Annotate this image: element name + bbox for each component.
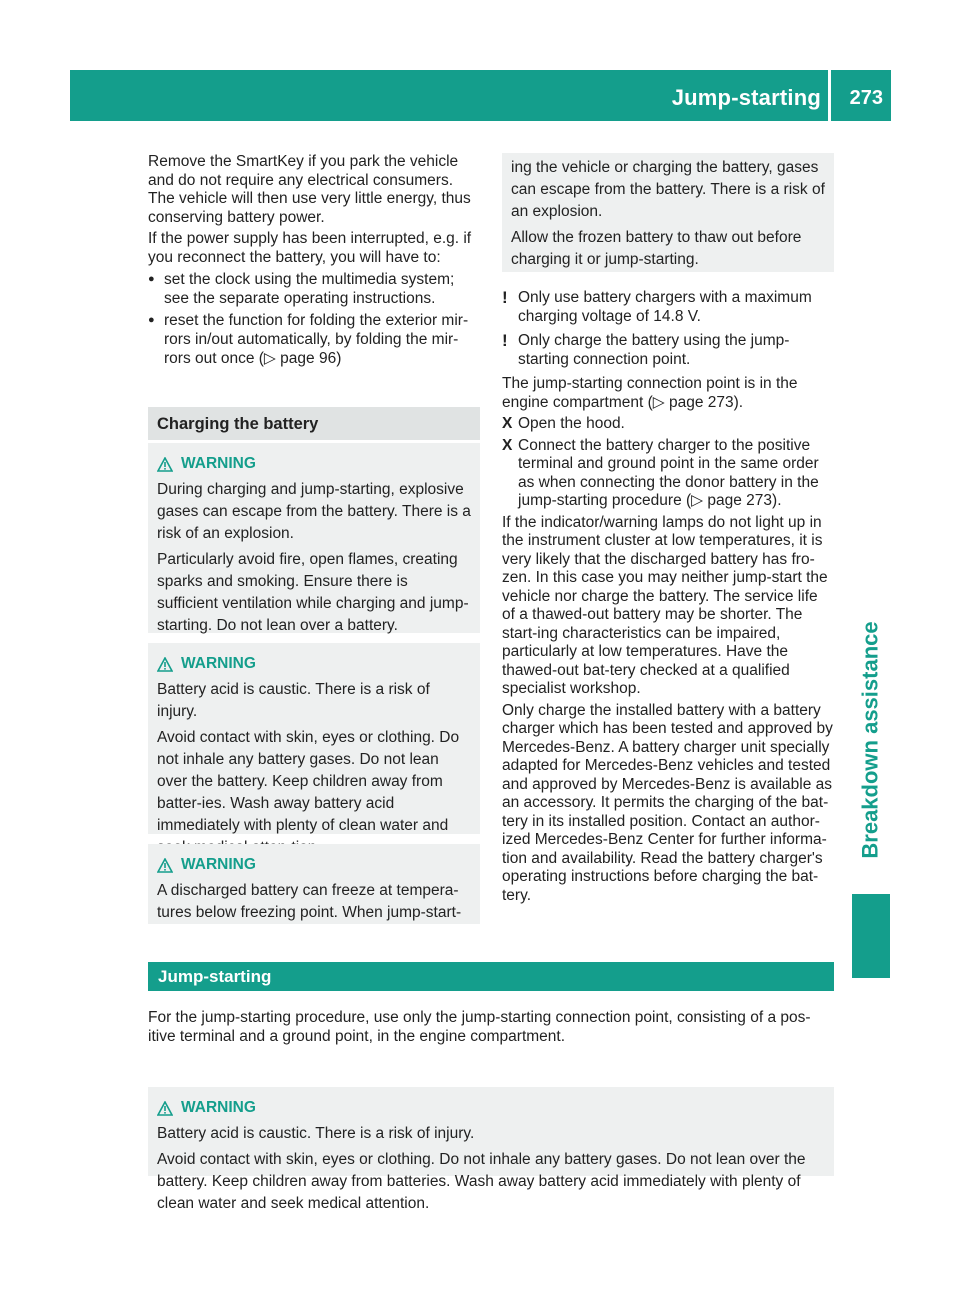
warning-heading: WARNING bbox=[157, 1097, 825, 1119]
warning-triangle-icon bbox=[157, 858, 173, 873]
step-item: X Open the hood. bbox=[502, 415, 625, 432]
list-item: ● reset the function for folding the exterior mir-rors in/out automatically, by folding the mir-rors out once (▷ page 96) bbox=[148, 312, 469, 367]
warning-heading: WARNING bbox=[157, 453, 471, 475]
bullet-icon: ● bbox=[148, 314, 155, 326]
paragraph: Only charge the installed battery with a battery charger which has been tested and approved by Mercedes-Benz. A battery charger unit specially adapted for Mercedes-Benz vehicles and tested and approved by Mercedes-Benz is available as an accessory. It permits the charging of the bat-tery in its installed position. Contact an author-ized Mercedes-Benz Center for further informa-tion and availability. Read the battery charger's operating instructions before charging the bat-tery. bbox=[502, 701, 833, 904]
warning-text: Battery acid is caustic. There is a risk of injury. bbox=[157, 681, 430, 720]
warning-text: During charging and jump-starting, explosive gases can escape from the battery. There is a risk of an explosion. bbox=[157, 481, 471, 542]
right-column bbox=[502, 289, 834, 908]
step-marker-icon: X bbox=[502, 415, 513, 432]
paragraph: If the indicator/warning lamps do not light up in the instrument cluster at low temperatures, it is very likely that the discharged battery has fro-zen. In this case you may neither jump-start the vehicle nor charge the battery. The service life of a thawed-out battery may be shorter. The start-ing characteristics can be impaired, particularly at low temperatures. Have the thawed-out bat-tery checked at a qualified specialist workshop. bbox=[502, 513, 828, 697]
left-column bbox=[148, 153, 480, 371]
note-item: ! Only charge the battery using the jump-starting connection point. bbox=[502, 331, 790, 368]
warning-text: Particularly avoid fire, open flames, creating sparks and smoking. Ensure there is sufficient ventilation while charging and jump-starting. Do not lean over a battery. bbox=[157, 551, 469, 634]
warning-triangle-icon bbox=[157, 657, 173, 672]
note-item: ! Only use battery chargers with a maximum charging voltage of 14.8 V. bbox=[502, 288, 812, 325]
paragraph: Remove the SmartKey if you park the vehicle and do not require any electrical consumers. The vehicle will then use very little energy, thus conserving battery power. bbox=[148, 153, 471, 226]
list-item: ● set the clock using the multimedia system; see the separate operating instructions. bbox=[148, 271, 455, 307]
warning-text: ing the vehicle or charging the battery, gases can escape from the battery. There is a risk of an explosion. bbox=[511, 159, 825, 220]
header-separator bbox=[828, 70, 831, 121]
side-tab-marker bbox=[852, 894, 890, 978]
page-header bbox=[70, 70, 891, 121]
step-item: X Connect the battery charger to the positive terminal and ground point in the same order as when connecting the donor battery in the jump-starting procedure (▷ page 273). bbox=[502, 436, 819, 509]
section-heading-jump-starting: Jump-starting bbox=[148, 962, 834, 991]
paragraph: For the jump-starting procedure, use only the jump-starting connection point, consisting of a pos-itive terminal and a ground point, in the engine compartment. bbox=[148, 1009, 811, 1045]
warning-box bbox=[148, 1087, 834, 1212]
paragraph: If the power supply has been interrupted, e.g. if you reconnect the battery, you will have to: bbox=[148, 230, 472, 266]
bullet-icon: ● bbox=[148, 273, 155, 285]
warning-box bbox=[148, 844, 480, 924]
warning-triangle-icon bbox=[157, 457, 173, 472]
warning-text: A discharged battery can freeze at tempera-tures below freezing point. When jump-start- bbox=[157, 882, 462, 921]
warning-triangle-icon bbox=[157, 1101, 173, 1116]
warning-box-continued bbox=[502, 153, 834, 272]
warning-text: Allow the frozen battery to thaw out before charging it or jump-starting. bbox=[511, 229, 802, 268]
exclamation-icon: ! bbox=[502, 288, 508, 307]
warning-box bbox=[148, 643, 480, 834]
warning-heading: WARNING bbox=[157, 653, 471, 675]
page-number: 273 bbox=[849, 87, 883, 109]
step-marker-icon: X bbox=[502, 436, 513, 454]
section-heading-charging: Charging the battery bbox=[148, 407, 480, 440]
warning-heading: WARNING bbox=[157, 854, 471, 876]
side-tab-label: Breakdown assistance bbox=[857, 621, 883, 859]
paragraph: The jump-starting connection point is in the engine compartment (▷ page 273). bbox=[502, 375, 798, 411]
warning-text: Battery acid is caustic. There is a risk of injury. bbox=[157, 1125, 475, 1142]
header-title: Jump-starting bbox=[671, 85, 821, 110]
warning-box bbox=[148, 443, 480, 633]
exclamation-icon: ! bbox=[502, 331, 508, 350]
warning-text: Avoid contact with skin, eyes or clothing. Do not inhale any battery gases. Do not lean over the battery. Keep children away from batter-ies. Wash away battery acid immediately with plenty of clean water and bbox=[157, 729, 460, 834]
warning-text: Avoid contact with skin, eyes or clothing. Do not inhale any battery gases. Do not lean over the battery. Keep children away from batteries. Wash away battery acid immediately with plenty of clean water and seek medical attention. bbox=[157, 1151, 806, 1212]
